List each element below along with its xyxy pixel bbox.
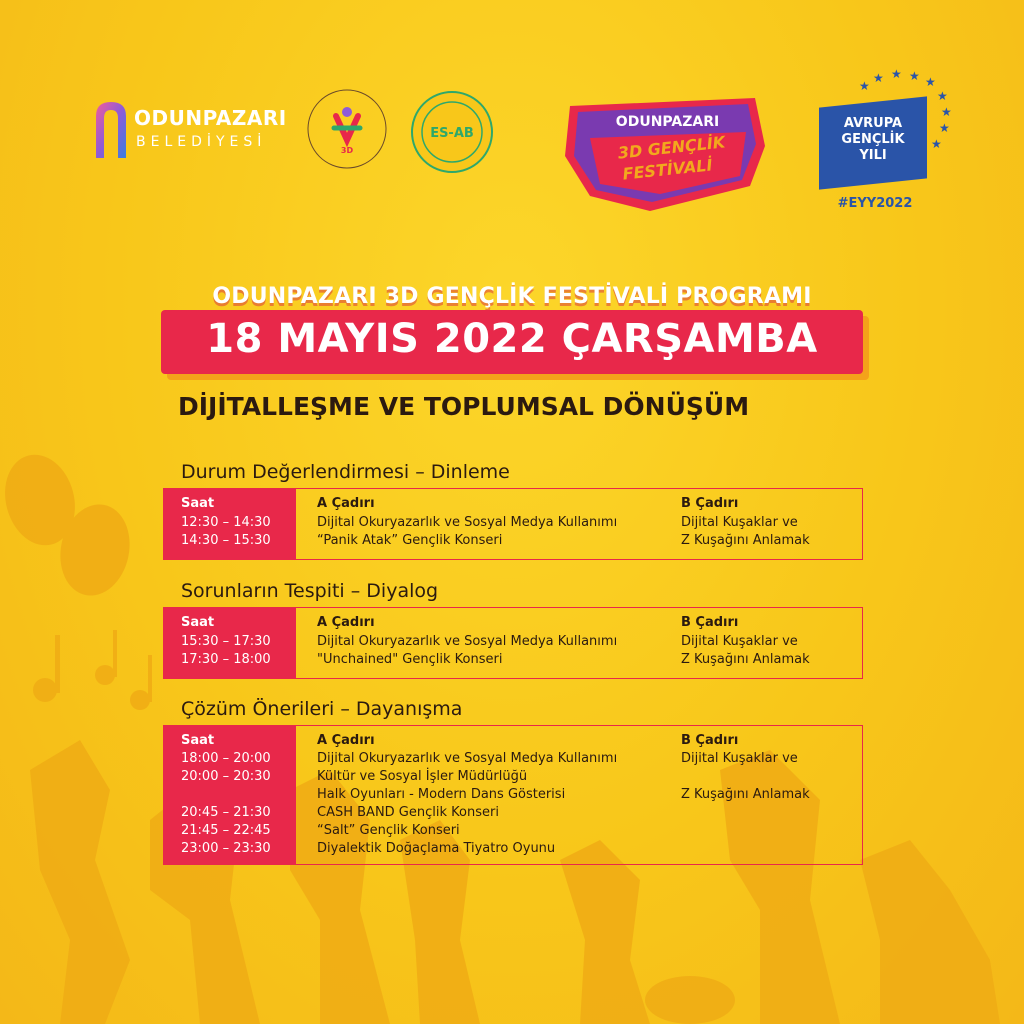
time-cell: 14:30 – 15:30 (181, 533, 271, 548)
tent-b-header: B Çadırı (681, 733, 739, 748)
time-header: Saat (181, 733, 215, 748)
time-cell: 20:45 – 21:30 (181, 805, 271, 820)
festival-badge-line-3: FESTİVALİ (621, 155, 714, 184)
tent-a-cell: Dijital Okuryazarlık ve Sosyal Medya Kullanımı (317, 751, 618, 766)
tent-a-header: A Çadırı (317, 496, 375, 511)
tent-b-cell: Dijital Kuşaklar ve (681, 751, 798, 766)
eu-hashtag: #EYY2022 (837, 196, 913, 211)
svg-text:★: ★ (909, 69, 920, 83)
svg-text:★: ★ (873, 71, 884, 85)
eu-year-line-2: GENÇLİK (841, 132, 905, 147)
theme-heading: DİJİTALLEŞME VE TOPLUMSAL DÖNÜŞÜM (178, 392, 750, 421)
svg-text:★: ★ (891, 68, 902, 81)
svg-text:3D: 3D (340, 146, 354, 155)
schedule-table (163, 607, 863, 679)
eu-year-line-1: AVRUPA (843, 116, 903, 131)
svg-text:★: ★ (925, 75, 936, 89)
date-text: 18 MAYIS 2022 ÇARŞAMBA (206, 316, 818, 362)
tent-b-cell: Z Kuşağını Anlamak (681, 787, 810, 802)
svg-text:★: ★ (931, 137, 942, 151)
municipality-logo-icon (92, 98, 130, 164)
tent-a-cell: Kültür ve Sosyal İşler Müdürlüğü (317, 769, 528, 784)
time-cell: 18:00 – 20:00 (181, 751, 271, 766)
svg-text:★: ★ (941, 105, 952, 119)
svg-text:★: ★ (859, 79, 870, 93)
svg-text:ES-AB: ES-AB (430, 126, 474, 141)
session-title: Çözüm Önerileri – Dayanışma (181, 698, 463, 720)
tent-b-cell: Z Kuşağını Anlamak (681, 533, 810, 548)
tent-b-cell: Dijital Kuşaklar ve (681, 515, 798, 530)
svg-text:★: ★ (939, 121, 950, 135)
svg-text:★: ★ (937, 89, 948, 103)
tent-a-cell: “Panik Atak” Gençlik Konseri (317, 533, 503, 548)
tent-a-cell: Dijital Okuryazarlık ve Sosyal Medya Kullanımı (317, 515, 618, 530)
schedule-table (163, 725, 863, 865)
festival-badge-line-2: 3D GENÇLİK (616, 132, 727, 163)
municipality-subtitle: BELEDİYESİ (136, 134, 267, 150)
tent-a-header: A Çadırı (317, 615, 375, 630)
tent-a-cell: "Unchained" Gençlik Konseri (317, 652, 503, 667)
time-cell: 21:45 – 22:45 (181, 823, 271, 838)
municipality-logo (92, 96, 302, 166)
time-cell: 20:00 – 20:30 (181, 769, 271, 784)
tent-a-cell: “Salt” Gençlik Konseri (317, 823, 460, 838)
tent-a-cell: Diyalektik Doğaçlama Tiyatro Oyunu (317, 841, 556, 856)
time-cell: 17:30 – 18:00 (181, 652, 271, 667)
tent-b-cell: Z Kuşağını Anlamak (681, 652, 810, 667)
session-title: Durum Değerlendirmesi – Dinleme (181, 461, 510, 483)
tent-b-header: B Çadırı (681, 496, 739, 511)
festival-badge-logo (560, 86, 775, 216)
tent-a-cell: Halk Oyunları - Modern Dans Gösterisi (317, 787, 566, 802)
program-title: ODUNPAZARI 3D GENÇLİK FESTİVALİ PROGRAMI (212, 284, 812, 309)
time-header: Saat (181, 615, 215, 630)
european-youth-year-logo (815, 68, 960, 218)
tent-a-cell: Dijital Okuryazarlık ve Sosyal Medya Kullanımı (317, 634, 618, 649)
municipality-name: ODUNPAZARI (134, 106, 287, 130)
festival-badge-line-1: ODUNPAZARI (615, 114, 720, 130)
tent-a-cell: CASH BAND Gençlik Konseri (317, 805, 499, 820)
time-cell: 15:30 – 17:30 (181, 634, 271, 649)
time-header: Saat (181, 496, 215, 511)
tent-b-header: B Çadırı (681, 615, 739, 630)
esab-seal-logo (410, 90, 494, 174)
tent-a-header: A Çadırı (317, 733, 375, 748)
time-cell: 12:30 – 14:30 (181, 515, 271, 530)
schedule-table (163, 488, 863, 560)
tent-b-cell: Dijital Kuşaklar ve (681, 634, 798, 649)
time-cell: 23:00 – 23:30 (181, 841, 271, 856)
date-banner (161, 310, 863, 374)
festival-seal-logo (306, 88, 388, 170)
eu-year-line-3: YILI (859, 148, 887, 163)
session-title: Sorunların Tespiti – Diyalog (181, 580, 439, 602)
